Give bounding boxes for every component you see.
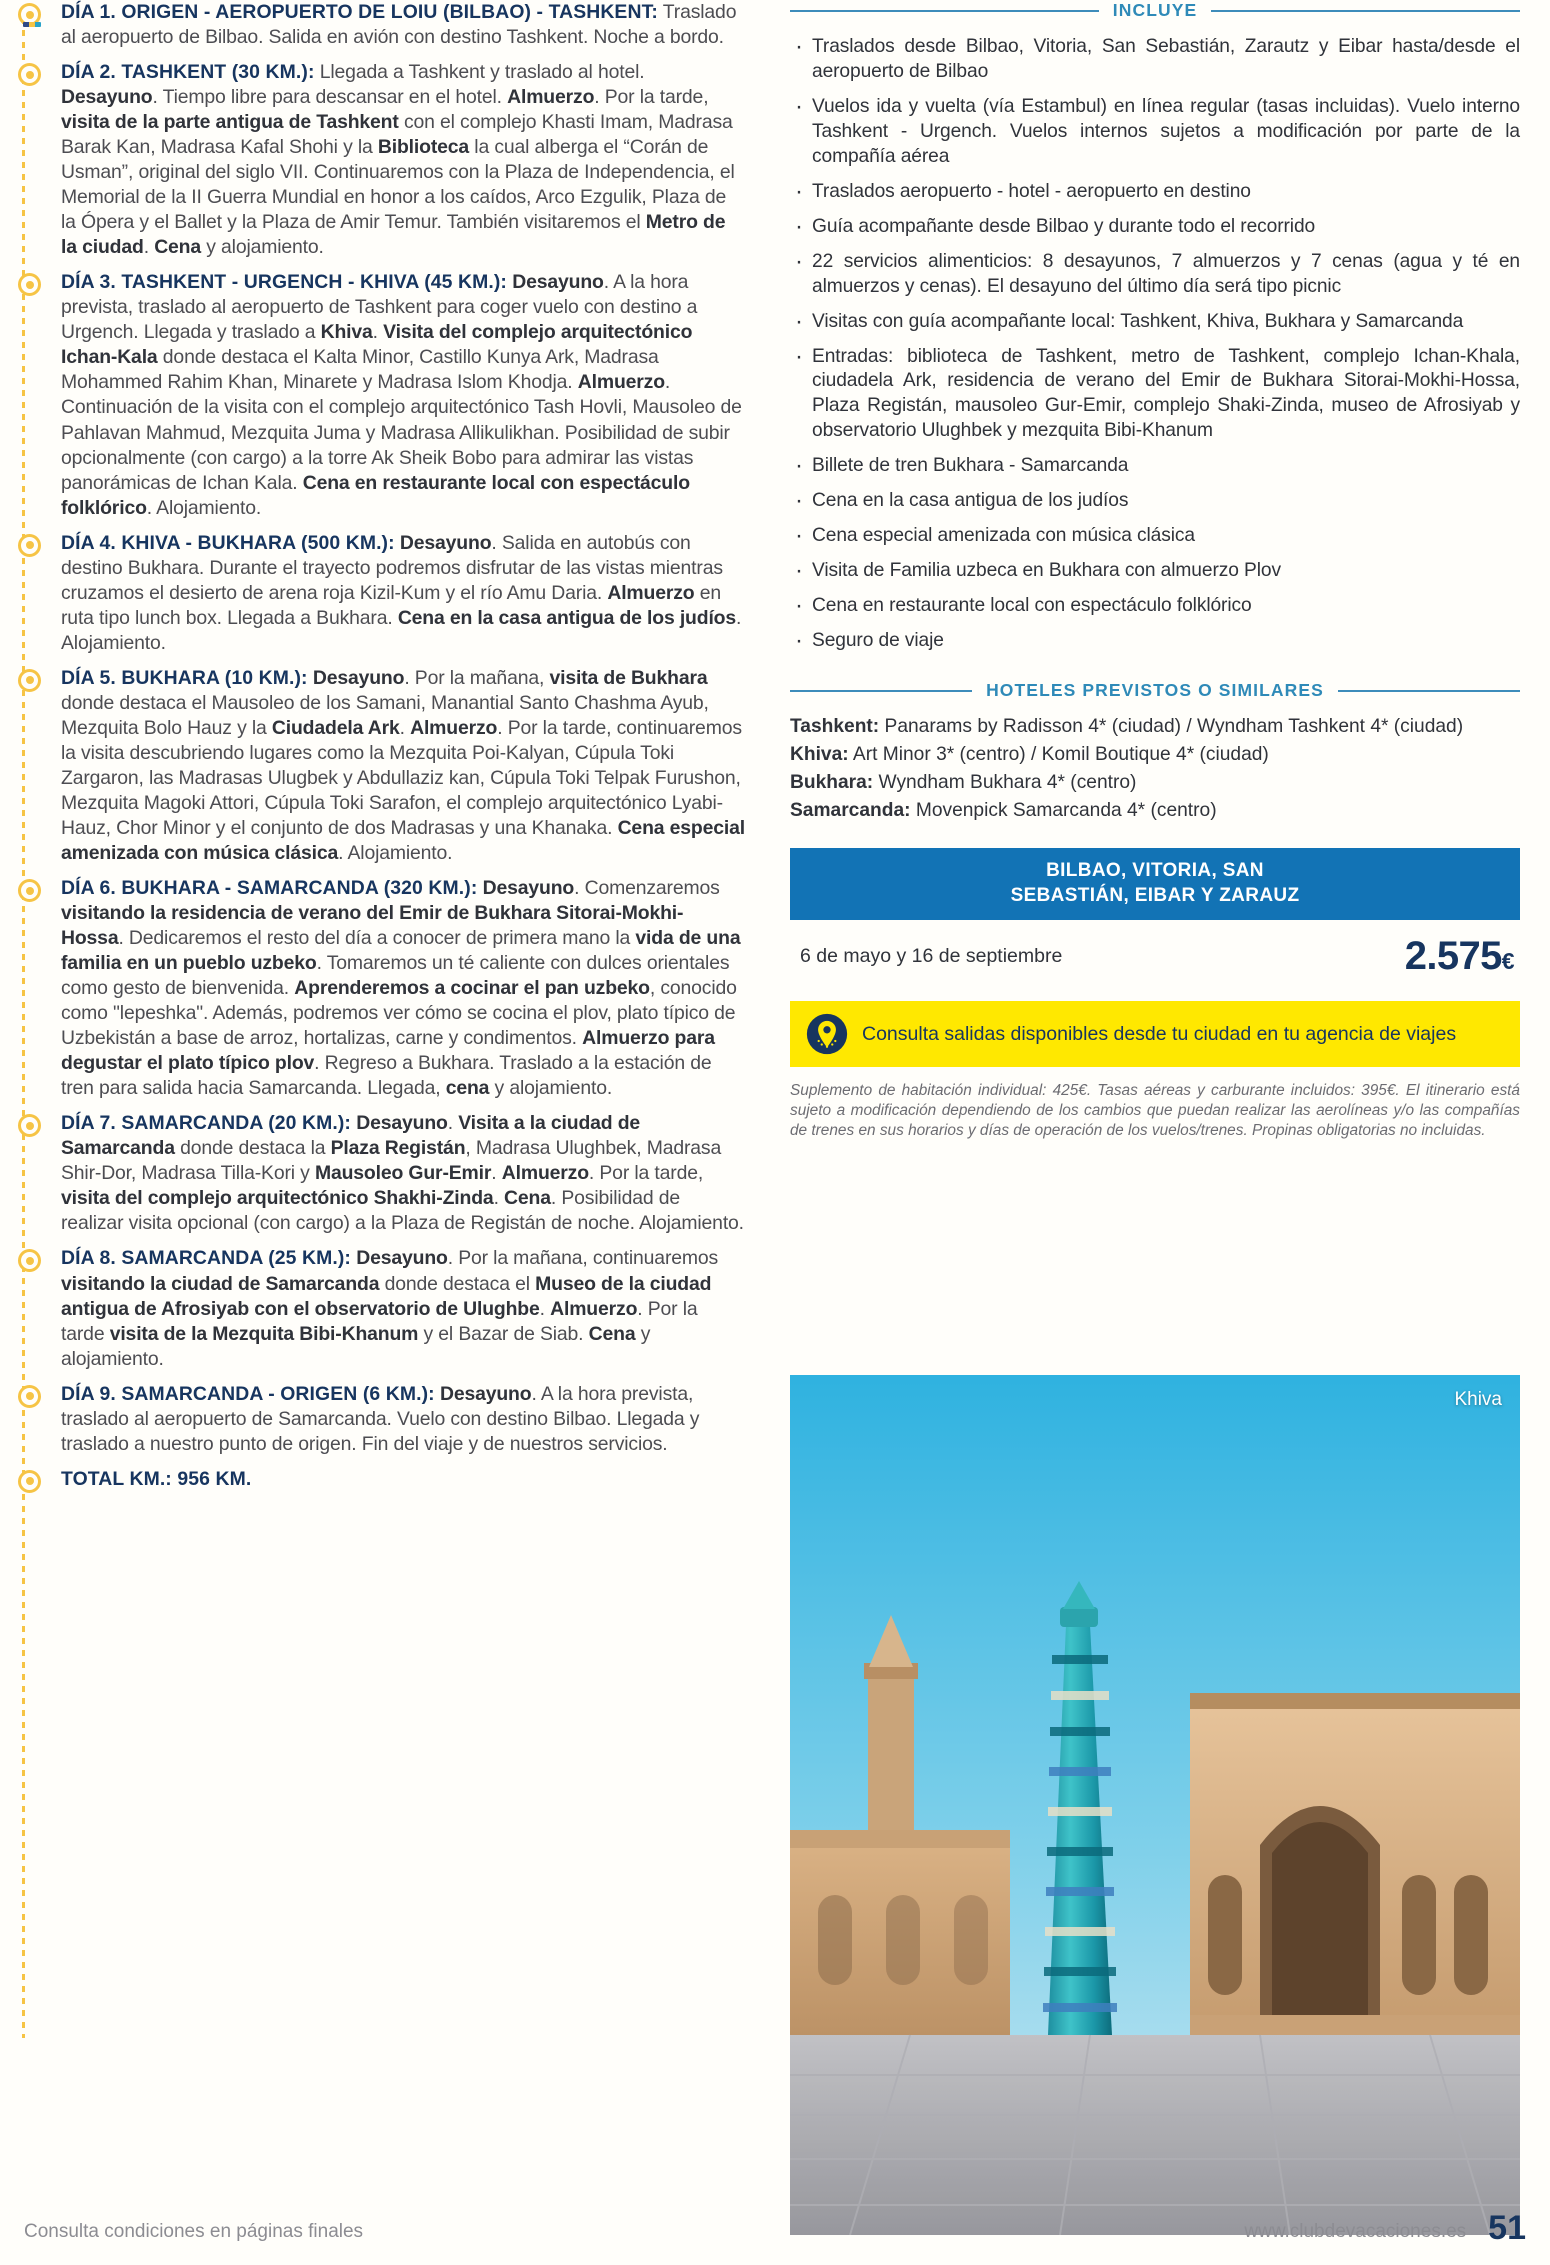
rule-right — [1338, 690, 1520, 692]
departure-dates: 6 de mayo y 16 de septiembre — [800, 945, 1063, 968]
footer-right-group — [1244, 2209, 1526, 2248]
day-dot-marker-icon — [18, 534, 41, 557]
includes-item: · Cena en la casa antigua de los judíos — [790, 489, 1520, 514]
hotel-row — [790, 715, 1520, 740]
itinerary-day-title: DÍA 6. BUKHARA - SAMARCANDA (320 KM.): — [61, 877, 478, 900]
itinerary-day-text: DÍA 4. KHIVA - BUKHARA (500 KM.): Desayuno. Salida en autobús con destino Bukhara. Durante el trayecto podremos disfrutar de las vistas mientras cruzamos el desierto de arena roja Kizil-Kum y el río Amu Daria. Almuerzo en ruta tipo lunch box. Llegada a Bukhara. Cena en la casa antigua de los judíos. Alojamiento. — [61, 531, 742, 654]
itinerary-day-text: DÍA 9. SAMARCANDA - ORIGEN (6 KM.): Desayuno. A la hora prevista, traslado al aeropuerto de Samarcanda. Vuelo con destino Bilbao. Llegada y traslado a nuestro punto de origen. Fin del viaje y de nuestros servicios. — [61, 1382, 700, 1455]
price-amount — [1405, 934, 1514, 979]
itinerary-day-text: DÍA 6. BUKHARA - SAMARCANDA (320 KM.): Desayuno. Comenzaremos visitando la residencia de verano del Emir de Bukhara Sitorai-Mokhi-Hossa. Dedicaremos el resto del día a conocer de primera mano la vida de una familia en un pueblo uzbeko. Tomaremos un té caliente con dulces orientales como gesto de bienvenida. Aprenderemos a cocinar el pan uzbeko, conocido como "lepeshka". Además, podremos ver cómo se cocina el plov, plato típico de Uzbekistán a base de arroz, hortalizas, carne y condimentos. Almuerzo para degustar el plato típico plov. Regreso a Bukhara. Traslado a la estación de tren para salida hacia Samarcanda. Llegada, cena y alojamiento. — [61, 877, 741, 1100]
page-footer — [0, 2209, 1550, 2248]
hotel-city: Bukhara: — [790, 771, 874, 793]
itinerary-day-text: DÍA 1. ORIGEN - AEROPUERTO DE LOIU (BILBAO) - TASHKENT: Traslado al aeropuerto de Bilbao. Salida en avión con destino Tashkent. Noche a bordo. — [61, 1, 737, 49]
location-pin-icon — [806, 1013, 848, 1055]
itinerary-day-title: DÍA 9. SAMARCANDA - ORIGEN (6 KM.): — [61, 1382, 435, 1405]
day-dot-marker-icon — [18, 879, 41, 902]
includes-heading: INCLUYE — [1112, 0, 1198, 20]
itinerary-day-title: DÍA 7. SAMARCANDA (20 KM.): — [61, 1112, 351, 1135]
footer-conditions-text: Consulta condiciones en páginas finales — [24, 2221, 364, 2242]
rule-left — [790, 690, 972, 692]
includes-item: · Vuelos ida y vuelta (vía Estambul) en línea regular (tasas incluidas). Vuelo interno Tashkent - Urgench. Vuelos internos sujetos a modificación por parte de la compañía aérea — [790, 95, 1520, 170]
hotel-city: Khiva: — [790, 744, 849, 766]
itinerary-day-title: DÍA 1. ORIGEN - AEROPUERTO DE LOIU (BILBAO) - TASHKENT: — [61, 1, 658, 23]
rule-right — [1211, 10, 1520, 12]
hotel-row — [790, 771, 1520, 796]
includes-item: · Traslados aeropuerto - hotel - aeropuerto en destino — [790, 180, 1520, 205]
destination-photo — [790, 1375, 1520, 2235]
rule-left — [790, 10, 1099, 12]
footer-website-url[interactable]: www.clubdevacaciones.es — [1244, 2221, 1467, 2242]
hotel-row — [790, 743, 1520, 768]
consult-departures-box[interactable] — [790, 1001, 1520, 1067]
itinerary-day-text: DÍA 5. BUKHARA (10 KM.): Desayuno. Por la mañana, visita de Bukhara donde destaca el Mausoleo de los Samani, Manantial Santo Chashma Ayub, Mezquita Bolo Hauz y la Ciudadela Ark. Almuerzo. Por la tarde, continuaremos la visita descubriendo lugares como la Mezquita Poi-Kalyan, Cúpula Toki Zargaron, las Madrasas Ulugbek y Abdullaziz kan, Cúpula Toki Telpak Furushon, Mezquita Magoki Attori, Cúpula Toki Sarafon, el complejo arquitectónico Lyabi-Hauz, Chor Minor y el conjunto de dos Madrasas y una Khanaka. Cena especial amenizada con música clásica. Alojamiento. — [61, 666, 745, 864]
itinerary-day-title: DÍA 3. TASHKENT - URGENCH - KHIVA (45 KM.): — [61, 271, 507, 294]
day-dot-marker-icon — [18, 1114, 41, 1137]
itinerary-day-block — [14, 1467, 745, 1492]
day-dot-marker-icon — [18, 1385, 41, 1408]
itinerary-list — [14, 0, 745, 1492]
hotel-city: Samarcanda: — [790, 799, 911, 821]
itinerary-day-text: DÍA 8. SAMARCANDA (25 KM.): Desayuno. Por la mañana, continuaremos visitando la ciudad de Samarcanda donde destaca el Museo de la ciudad antigua de Afrosiyab con el observatorio de Ulughbe. Almuerzo. Por la tarde visita de la Mezquita Bibi-Khanum y el Bazar de Siab. Cena y alojamiento. — [61, 1247, 719, 1370]
day-dot-marker-icon — [18, 63, 41, 86]
price-banner-line1: BILBAO, VITORIA, SAN — [1046, 859, 1264, 881]
includes-list — [790, 35, 1520, 654]
day-dot-marker-icon — [18, 669, 41, 692]
hotel-names: Movenpick Samarcanda 4* (centro) — [910, 799, 1217, 821]
includes-item: · Cena en restaurante local con espectáculo folklórico — [790, 594, 1520, 619]
photo-caption: Khiva — [1454, 1389, 1502, 1410]
itinerary-day-text — [61, 1467, 745, 1492]
hotels-section-header — [790, 680, 1520, 701]
details-column — [790, 0, 1520, 1141]
itinerary-day-block — [14, 270, 745, 520]
price-banner — [790, 848, 1520, 920]
includes-item: · 22 servicios alimenticios: 8 desayunos, 7 almuerzos y 7 cenas (agua y té en almuerzos y cenas). El desayuno del último día será tipo picnic — [790, 250, 1520, 300]
photo-illustration — [790, 1375, 1520, 2235]
price-row — [790, 920, 1520, 987]
hotels-heading: HOTELES PREVISTOS O SIMILARES — [986, 680, 1324, 701]
itinerary-day-block — [14, 0, 745, 50]
price-value: 2.575 — [1404, 934, 1502, 979]
day-dot-marker-icon — [18, 273, 41, 296]
hotel-names: Art Minor 3* (centro) / Komil Boutique 4* (ciudad) — [848, 744, 1269, 766]
hotel-names: Panarams by Radisson 4* (ciudad) / Wyndham Tashkent 4* (ciudad) — [879, 716, 1464, 738]
includes-item: · Traslados desde Bilbao, Vitoria, San Sebastián, Zarautz y Eibar hasta/desde el aeropuerto de Bilbao — [790, 35, 1520, 85]
itinerary-day-block — [14, 1246, 745, 1371]
includes-item: · Seguro de viaje — [790, 629, 1520, 654]
itinerary-day-text: DÍA 3. TASHKENT - URGENCH - KHIVA (45 KM.): Desayuno. A la hora prevista, traslado al aeropuerto de Tashkent para coger vuelo con destino a Urgench. Llegada y traslado a Khiva. Visita del complejo arquitectónico Ichan-Kala donde destaca el Kalta Minor, Castillo Kunya Ark, Madrasa Mohammed Rahim Khan, Minarete y Madrasa Islom Khodja. Almuerzo. Continuación de la visita con el complejo arquitectónico Tash Hovli, Mausoleo de Pahlavan Mahmud, Mezquita Juma y Madrasa Allikulikhan. Posibilidad de subir opcionalmente (con cargo) a la torre Ak Sheik Bobo para admirar las vistas panorámicas de Ichan Kala. Cena en restaurante local con espectáculo folklórico. Alojamiento. — [61, 271, 742, 519]
itinerary-day-block — [14, 1111, 745, 1236]
hotel-city: Tashkent: — [790, 716, 880, 738]
includes-item: · Visitas con guía acompañante local: Tashkent, Khiva, Bukhara y Samarcanda — [790, 310, 1520, 335]
day-dot-marker-icon — [18, 1249, 41, 1272]
consult-text: Consulta salidas disponibles desde tu ciudad en tu agencia de viajes — [862, 1022, 1457, 1045]
includes-section-header — [790, 0, 1520, 21]
itinerary-day-title: DÍA 5. BUKHARA (10 KM.): — [61, 666, 308, 689]
itinerary-day-block — [14, 666, 745, 866]
includes-item: · Entradas: biblioteca de Tashkent, metro de Tashkent, complejo Ichan-Khala, ciudadela Ark, residencia de verano del Emir de Bukhara Sitorai-Mokhi-Hossa, Plaza Registán, mausoleo Gur-Emir, complejo Shaki-Zinda, museo de Afrosiyab y observatorio Ulughbek y mezquita Bibi-Khanum — [790, 345, 1520, 445]
hotels-list — [790, 715, 1520, 824]
itinerary-day-title: DÍA 2. TASHKENT (30 KM.): — [61, 61, 315, 84]
price-banner-line2: SEBASTIÁN, EIBAR Y ZARAUZ — [1010, 884, 1300, 906]
price-block — [790, 848, 1520, 987]
hotel-row — [790, 799, 1520, 824]
itinerary-day-block — [14, 60, 745, 260]
includes-item: · Cena especial amenizada con música clásica — [790, 524, 1520, 549]
origin-flag-marker-icon — [18, 3, 41, 26]
itinerary-day-title: TOTAL KM.: 956 KM. — [61, 1467, 252, 1490]
itinerary-day-text: DÍA 7. SAMARCANDA (20 KM.): Desayuno. Visita a la ciudad de Samarcanda donde destaca la Plaza Registán, Madrasa Ulughbek, Madrasa Shir-Dor, Madrasa Tilla-Kori y Mausoleo Gur-Emir. Almuerzo. Por la tarde, visita del complejo arquitectónico Shakhi-Zinda. Cena. Posibilidad de realizar visita opcional (con cargo) a la Plaza de Registán de noche. Alojamiento. — [61, 1112, 744, 1235]
includes-item: · Visita de Familia uzbeca en Bukhara con almuerzo Plov — [790, 559, 1520, 584]
itinerary-column — [0, 0, 745, 1502]
itinerary-day-title: DÍA 4. KHIVA - BUKHARA (500 KM.): — [61, 531, 395, 554]
currency-symbol: € — [1501, 948, 1514, 975]
includes-item: · Guía acompañante desde Bilbao y durante todo el recorrido — [790, 215, 1520, 240]
itinerary-day-block — [14, 531, 745, 656]
small-print-terms: Suplemento de habitación individual: 425€. Tasas aéreas y carburante incluidos: 395€. El itinerario está sujeto a modificación dependiendo de los cambios que puedan realizar las aerolíneas y/o las compañías de trenes en sus horarios y días de operación de los vuelos/trenes. Propinas obligatorias no incluidas. — [790, 1082, 1520, 1140]
itinerary-day-block — [14, 1382, 745, 1457]
day-dot-marker-icon — [18, 1470, 41, 1493]
itinerary-day-text: DÍA 2. TASHKENT (30 KM.): Llegada a Tashkent y traslado al hotel. Desayuno. Tiempo libre para descansar en el hotel. Almuerzo. Por la tarde, visita de la parte antigua de Tashkent con el complejo Khasti Imam, Madrasa Barak Kan, Madrasa Kafal Shohi y la Biblioteca la cual alberga el “Corán de Usman”, original del siglo VII. Continuaremos con la Plaza de Independencia, el Memorial de la II Guerra Mundial en honor a los caídos, Arco Ezgulik, Plaza de la Ópera y el Ballet y la Plaza de Amir Temur. También visitaremos el Metro de la ciudad. Cena y alojamiento. — [61, 61, 735, 259]
page-number: 51 — [1488, 2209, 1526, 2248]
includes-item: · Billete de tren Bukhara - Samarcanda — [790, 454, 1520, 479]
hotel-names: Wyndham Bukhara 4* (centro) — [873, 771, 1137, 793]
itinerary-day-title: DÍA 8. SAMARCANDA (25 KM.): — [61, 1247, 351, 1270]
itinerary-day-block — [14, 876, 745, 1101]
